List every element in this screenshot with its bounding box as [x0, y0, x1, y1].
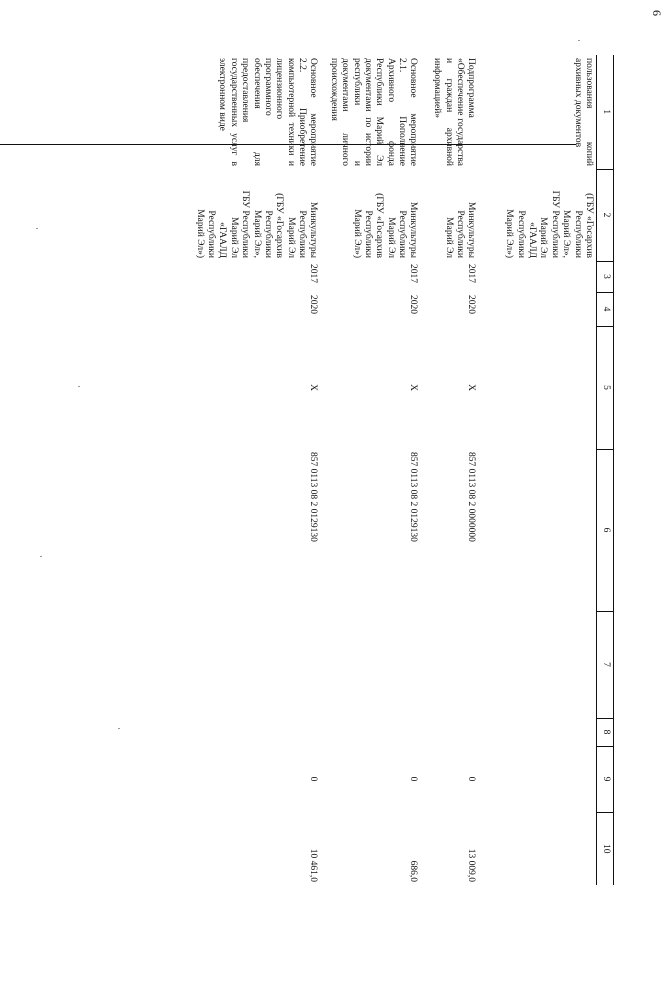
- cell-line: Марий Эл: [228, 217, 239, 258]
- cell-col-9: 0: [308, 776, 319, 782]
- table-row: [321, 55, 421, 885]
- cell-line: Республики: [572, 210, 583, 258]
- cell-col-3: 2017: [466, 264, 477, 283]
- cell-line: Минкультуры: [408, 201, 419, 258]
- header-col-8: 8: [597, 718, 614, 746]
- cell-col-4: 2020: [408, 295, 419, 314]
- header-col-1: 1: [597, 55, 614, 169]
- header-col-9: 9: [597, 746, 614, 812]
- cell-line: Республики: [455, 210, 466, 258]
- cell-col-4: [479, 292, 597, 326]
- cell-col-3: 2017: [308, 264, 319, 283]
- table-row: [421, 55, 479, 885]
- cell-line: (ГБУ «Госархив: [584, 193, 594, 258]
- scan-speck: [78, 386, 80, 387]
- header-col-2: 2: [597, 169, 614, 261]
- header-col-7: 7: [597, 611, 614, 718]
- cell-col-4: 2020: [466, 295, 477, 314]
- cell-col-1: Основное мероприятие 2.1. Пополнение Архивного фонда Республики Марий Эл документами по истории республики и документами личного происхождения: [328, 58, 419, 166]
- cell-col-7: [191, 611, 320, 718]
- cell-col-7: [421, 611, 479, 718]
- cell-line: Марий Эл: [538, 217, 549, 258]
- cell-col-1: пользования копий архивных документов: [572, 58, 594, 166]
- cell-col-8: [421, 718, 479, 746]
- cell-line: (ГБУ «Госархив: [374, 193, 385, 258]
- header-row: [597, 55, 614, 885]
- cell-line: Республики: [515, 210, 526, 258]
- cell-col-1: Подпрограмма «Обеспечение государства и граждан архивной информацией»: [432, 58, 477, 166]
- cell-line: Марий Эл»): [504, 209, 515, 258]
- table-body: [191, 55, 596, 885]
- cell-col-3: [479, 261, 597, 292]
- header-col-3: 3: [597, 261, 614, 292]
- cell-col-9: [479, 746, 597, 812]
- cell-line: ГБУ Республики: [240, 190, 251, 258]
- cell-line: Республики: [297, 210, 308, 258]
- header-col-4: 4: [597, 292, 614, 326]
- cell-col-1: Основное мероприятие 2.2. Приобретение компьютерной техники и лицензионного программного обеспечения для предоставления государственных услуг в электронном виде: [217, 58, 319, 166]
- cell-col-3: 2017: [408, 264, 419, 283]
- cell-line: Республики: [397, 210, 408, 258]
- cell-line: Марий Эл: [443, 217, 454, 258]
- cell-col-6: 857 0113 08 2 0000000: [466, 452, 477, 542]
- cell-line: Минкультуры: [308, 201, 319, 258]
- cell-line: Республики: [262, 210, 273, 258]
- scan-speck: [578, 40, 580, 41]
- cell-col-8: [191, 718, 320, 746]
- header-col-10: 10: [597, 812, 614, 885]
- program-table: [191, 55, 614, 885]
- cell-col-10: 10 461,0: [308, 848, 319, 882]
- cell-col-5: X: [408, 384, 419, 391]
- table-row: [191, 55, 320, 885]
- column-divider: [0, 144, 576, 145]
- cell-line: Республики: [362, 210, 373, 258]
- cell-col-8: [321, 718, 421, 746]
- table-row: [479, 55, 597, 885]
- cell-line: Марий Эл»,: [251, 210, 262, 258]
- cell-line: (ГБУ «Госархив: [274, 193, 285, 258]
- cell-line: Республики: [205, 210, 216, 258]
- scan-speck: [118, 728, 120, 729]
- cell-col-2: [321, 169, 421, 261]
- cell-col-6: [479, 449, 597, 611]
- cell-line: Марий Эл: [285, 217, 296, 258]
- cell-col-5: [479, 326, 597, 449]
- page-number: 6: [650, 10, 664, 16]
- cell-col-10: 13 009,0: [466, 848, 477, 882]
- cell-col-10: 686,0: [408, 860, 419, 882]
- cell-col-6: 857 0113 08 2 0129130: [308, 452, 319, 542]
- cell-line: Минкультуры: [466, 201, 477, 258]
- cell-line: Марий Эл: [385, 217, 396, 258]
- cell-col-8: [479, 718, 597, 746]
- header-col-5: 5: [597, 326, 614, 449]
- cell-line: «ГААЛД: [527, 222, 538, 258]
- cell-line: Марий Эл»): [194, 209, 205, 258]
- cell-line: «ГААЛД: [217, 222, 228, 258]
- cell-col-9: 0: [408, 776, 419, 782]
- cell-col-7: [479, 611, 597, 718]
- cell-line: Марий Эл»,: [561, 210, 572, 258]
- cell-line: ГБУ Республики: [549, 190, 560, 258]
- cell-col-6: 857 0113 08 2 0129130: [408, 452, 419, 542]
- cell-col-2: [191, 169, 320, 261]
- cell-col-10: [479, 812, 597, 885]
- cell-col-9: 0: [466, 776, 477, 782]
- cell-line: Марий Эл»): [351, 209, 362, 258]
- cell-col-4: 2020: [308, 295, 319, 314]
- cell-col-7: [321, 611, 421, 718]
- scan-speck: [36, 228, 38, 229]
- cell-col-2: [479, 169, 597, 261]
- header-col-6: 6: [597, 449, 614, 611]
- cell-col-2: [421, 169, 479, 261]
- scan-speck: [40, 556, 42, 557]
- cell-col-5: X: [308, 384, 319, 391]
- cell-col-5: X: [466, 384, 477, 391]
